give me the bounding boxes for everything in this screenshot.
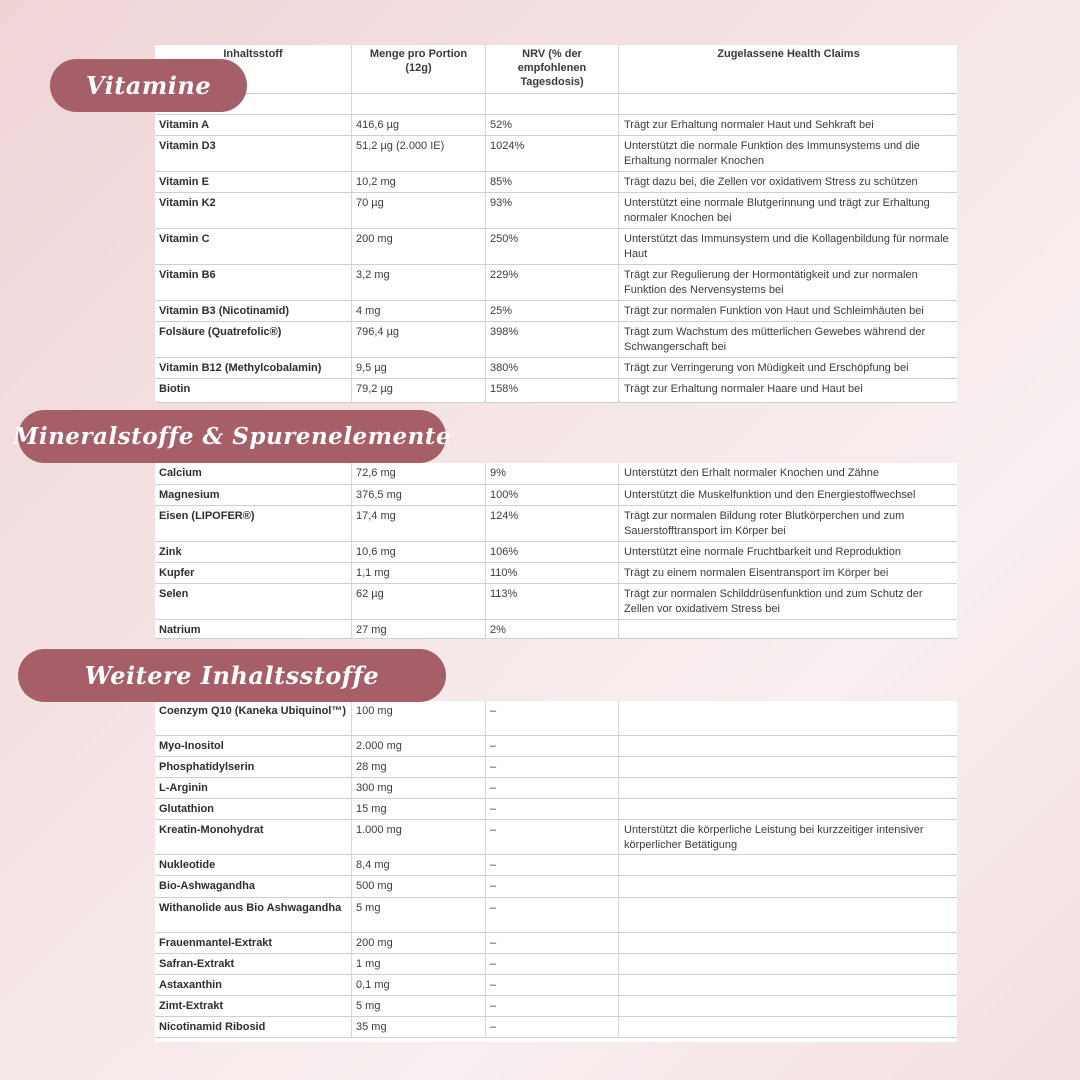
health-claim: Trägt zur Verringerung von Müdigkeit und Erschöpfung bei [618, 358, 957, 378]
table-row [155, 229, 957, 265]
header-nrv: NRV (% der empfohlenen Tagesdosis) [485, 45, 618, 93]
table-row [155, 172, 957, 193]
health-claim: Unterstützt die körperliche Leistung bei kurzzeitiger intensiver körperlicher Betätigung [618, 820, 957, 854]
header-ingredient: Inhaltsstoff [223, 48, 283, 60]
ingredient-name: Vitamin D3 [159, 140, 216, 152]
table-row [155, 136, 957, 172]
header-amount: Menge pro Portion (12g) [351, 45, 485, 93]
nrv: 93% [485, 193, 618, 228]
table-row-empty [155, 94, 957, 115]
nrv: – [485, 855, 618, 875]
health-claim: Unterstützt eine normale Blutgerinnung und trägt zur Erhaltung normaler Knochen bei [618, 193, 957, 228]
amount: 796,4 µg [351, 322, 485, 357]
table-row [155, 778, 957, 799]
health-claim [618, 876, 957, 897]
ingredient-name: Coenzym Q10 (Kaneka Ubiquinol™) [159, 705, 347, 717]
amount: 51,2 µg (2.000 IE) [351, 136, 485, 171]
ingredient-name: Phosphatidylserin [159, 761, 255, 773]
nrv: – [485, 975, 618, 995]
section-title-weitere: Weitere Inhaltsstoffe [84, 661, 380, 690]
health-claim [618, 736, 957, 756]
amount: 376,5 mg [351, 485, 485, 505]
ingredient-name: Folsäure (Quatrefolic®) [159, 326, 282, 338]
nrv: 2% [485, 620, 618, 638]
section-banner-vitamine [50, 59, 247, 112]
health-claim [618, 1017, 957, 1037]
table-row [155, 1017, 957, 1038]
amount: 1 mg [351, 954, 485, 974]
health-claim [618, 898, 957, 932]
nrv: – [485, 820, 618, 854]
amount: 35 mg [351, 1017, 485, 1037]
table-row [155, 933, 957, 954]
ingredient-name: Safran-Extrakt [159, 958, 235, 970]
health-claim: Unterstützt das Immunsystem und die Kollagenbildung für normale Haut [618, 229, 957, 264]
section-banner-weitere [18, 649, 446, 702]
table-row [155, 876, 957, 898]
ingredient-name: Vitamin E [159, 176, 209, 188]
table-row [155, 799, 957, 820]
nrv: – [485, 898, 618, 932]
table-header [155, 45, 957, 94]
ingredient-name: Bio-Ashwagandha [159, 880, 255, 892]
table-row [155, 358, 957, 379]
table-row [155, 463, 957, 485]
health-claim: Trägt zur normalen Bildung roter Blutkörperchen und zum Sauerstofftransport im Körper bei [618, 506, 957, 541]
table-row [155, 193, 957, 229]
amount: 0,1 mg [351, 975, 485, 995]
nrv: 229% [485, 265, 618, 300]
health-claim: Trägt zur Regulierung der Hormontätigkeit und zur normalen Funktion des Nervensystems bei [618, 265, 957, 300]
nrv: – [485, 757, 618, 777]
amount: 79,2 µg [351, 379, 485, 402]
health-claim [618, 954, 957, 974]
nrv: 9% [485, 463, 618, 484]
nrv: 52% [485, 115, 618, 135]
health-claim [618, 701, 957, 735]
health-claim: Unterstützt eine normale Fruchtbarkeit und Reproduktion [618, 542, 957, 562]
health-claim: Trägt zu einem normalen Eisentransport im Körper bei [618, 563, 957, 583]
ingredient-name: Myo-Inositol [159, 740, 224, 752]
health-claim [618, 799, 957, 819]
ingredient-name: Kreatin-Monohydrat [159, 824, 264, 836]
ingredient-name: Withanolide aus Bio Ashwagandha [159, 902, 342, 914]
nrv: – [485, 799, 618, 819]
ingredient-name: Vitamin K2 [159, 197, 216, 209]
health-claim: Trägt zur Erhaltung normaler Haut und Sehkraft bei [618, 115, 957, 135]
header-claims: Zugelassene Health Claims [618, 45, 957, 93]
nrv: – [485, 876, 618, 897]
ingredient-name: Zink [159, 546, 182, 558]
table-row [155, 584, 957, 620]
health-claim: Trägt dazu bei, die Zellen vor oxidativem Stress zu schützen [618, 172, 957, 192]
amount: 416,6 µg [351, 115, 485, 135]
table-row [155, 757, 957, 778]
amount: 200 mg [351, 229, 485, 264]
amount: 10,2 mg [351, 172, 485, 192]
health-claim [618, 855, 957, 875]
amount: 200 mg [351, 933, 485, 953]
ingredient-name: L-Arginin [159, 782, 208, 794]
ingredient-name: Vitamin C [159, 233, 210, 245]
ingredient-name: Kupfer [159, 567, 195, 579]
table-row [155, 485, 957, 506]
nrv: 380% [485, 358, 618, 378]
table-row [155, 563, 957, 584]
table-row [155, 265, 957, 301]
ingredient-name: Vitamin B12 (Methylcobalamin) [159, 362, 322, 374]
ingredient-name: Selen [159, 588, 189, 600]
table-row [155, 542, 957, 563]
health-claim: Trägt zur normalen Funktion von Haut und Schleimhäuten bei [618, 301, 957, 321]
table-row [155, 620, 957, 639]
health-claim: Trägt zum Wachstum des mütterlichen Gewebes während der Schwangerschaft bei [618, 322, 957, 357]
nrv: – [485, 996, 618, 1016]
health-claim: Unterstützt die normale Funktion des Immunsystems und die Erhaltung normaler Knochen [618, 136, 957, 171]
vitamin-table [155, 45, 957, 403]
health-claim [618, 996, 957, 1016]
nrv: – [485, 933, 618, 953]
health-claim [618, 933, 957, 953]
nrv: 85% [485, 172, 618, 192]
table-row [155, 322, 957, 358]
table-row [155, 701, 957, 736]
nrv: 158% [485, 379, 618, 402]
nrv: – [485, 954, 618, 974]
ingredient-name: Vitamin A [159, 119, 210, 131]
amount: 72,6 mg [351, 463, 485, 484]
amount: 1.000 mg [351, 820, 485, 854]
table-row [155, 975, 957, 996]
table-row [155, 898, 957, 933]
table-row [155, 301, 957, 322]
nrv: 398% [485, 322, 618, 357]
ingredient-name: Calcium [159, 467, 202, 479]
table-row [155, 506, 957, 542]
nrv: 124% [485, 506, 618, 541]
table-row [155, 996, 957, 1017]
nrv: 106% [485, 542, 618, 562]
health-claim: Unterstützt den Erhalt normaler Knochen und Zähne [618, 463, 957, 484]
health-claim [618, 975, 957, 995]
ingredient-name: Frauenmantel-Extrakt [159, 937, 273, 949]
amount: 9,5 µg [351, 358, 485, 378]
table-row [155, 820, 957, 855]
nrv: – [485, 701, 618, 735]
nrv: 110% [485, 563, 618, 583]
table-row [155, 115, 957, 136]
amount: 4 mg [351, 301, 485, 321]
amount: 15 mg [351, 799, 485, 819]
ingredient-name: Eisen (LIPOFER®) [159, 510, 255, 522]
amount: 17,4 mg [351, 506, 485, 541]
nrv: 113% [485, 584, 618, 619]
amount: 5 mg [351, 898, 485, 932]
other-ingredients-table [155, 701, 957, 1042]
amount: 8,4 mg [351, 855, 485, 875]
health-claim [618, 757, 957, 777]
ingredient-name: Glutathion [159, 803, 214, 815]
amount: 300 mg [351, 778, 485, 798]
ingredient-name: Vitamin B3 (Nicotinamid) [159, 305, 289, 317]
mineral-table [155, 463, 957, 639]
amount: 62 µg [351, 584, 485, 619]
ingredient-name: Nukleotide [159, 859, 216, 871]
nrv: 25% [485, 301, 618, 321]
health-claim: Trägt zur normalen Schilddrüsenfunktion und zum Schutz der Zellen vor oxidativem Stress bei [618, 584, 957, 619]
amount: 28 mg [351, 757, 485, 777]
ingredient-name: Biotin [159, 383, 191, 395]
amount: 70 µg [351, 193, 485, 228]
section-title-mineral: Mineralstoffe & Spurenelemente [12, 423, 452, 450]
nrv: 100% [485, 485, 618, 505]
ingredient-name: Zimt-Extrakt [159, 1000, 224, 1012]
ingredient-name: Astaxanthin [159, 979, 222, 991]
ingredient-name: Vitamin B6 [159, 269, 216, 281]
amount: 3,2 mg [351, 265, 485, 300]
health-claim: Unterstützt die Muskelfunktion und den Energiestoffwechsel [618, 485, 957, 505]
table-row [155, 379, 957, 403]
nrv: – [485, 1017, 618, 1037]
health-claim: Trägt zur Erhaltung normaler Haare und Haut bei [618, 379, 957, 402]
table-row [155, 736, 957, 757]
amount: 27 mg [351, 620, 485, 638]
table-row [155, 855, 957, 876]
health-claim [618, 620, 957, 638]
nrv: – [485, 736, 618, 756]
amount: 5 mg [351, 996, 485, 1016]
nrv: 1024% [485, 136, 618, 171]
nrv: – [485, 778, 618, 798]
section-title-vitamine: Vitamine [85, 71, 212, 100]
nrv: 250% [485, 229, 618, 264]
table-row [155, 954, 957, 975]
ingredient-name: Magnesium [159, 489, 220, 501]
amount: 100 mg [351, 701, 485, 735]
amount: 10,6 mg [351, 542, 485, 562]
amount: 2.000 mg [351, 736, 485, 756]
amount: 500 mg [351, 876, 485, 897]
ingredient-name: Nicotinamid Ribosid [159, 1021, 266, 1033]
ingredient-name: Natrium [159, 624, 201, 636]
section-banner-mineral [12, 410, 452, 463]
amount: 1,1 mg [351, 563, 485, 583]
health-claim [618, 778, 957, 798]
